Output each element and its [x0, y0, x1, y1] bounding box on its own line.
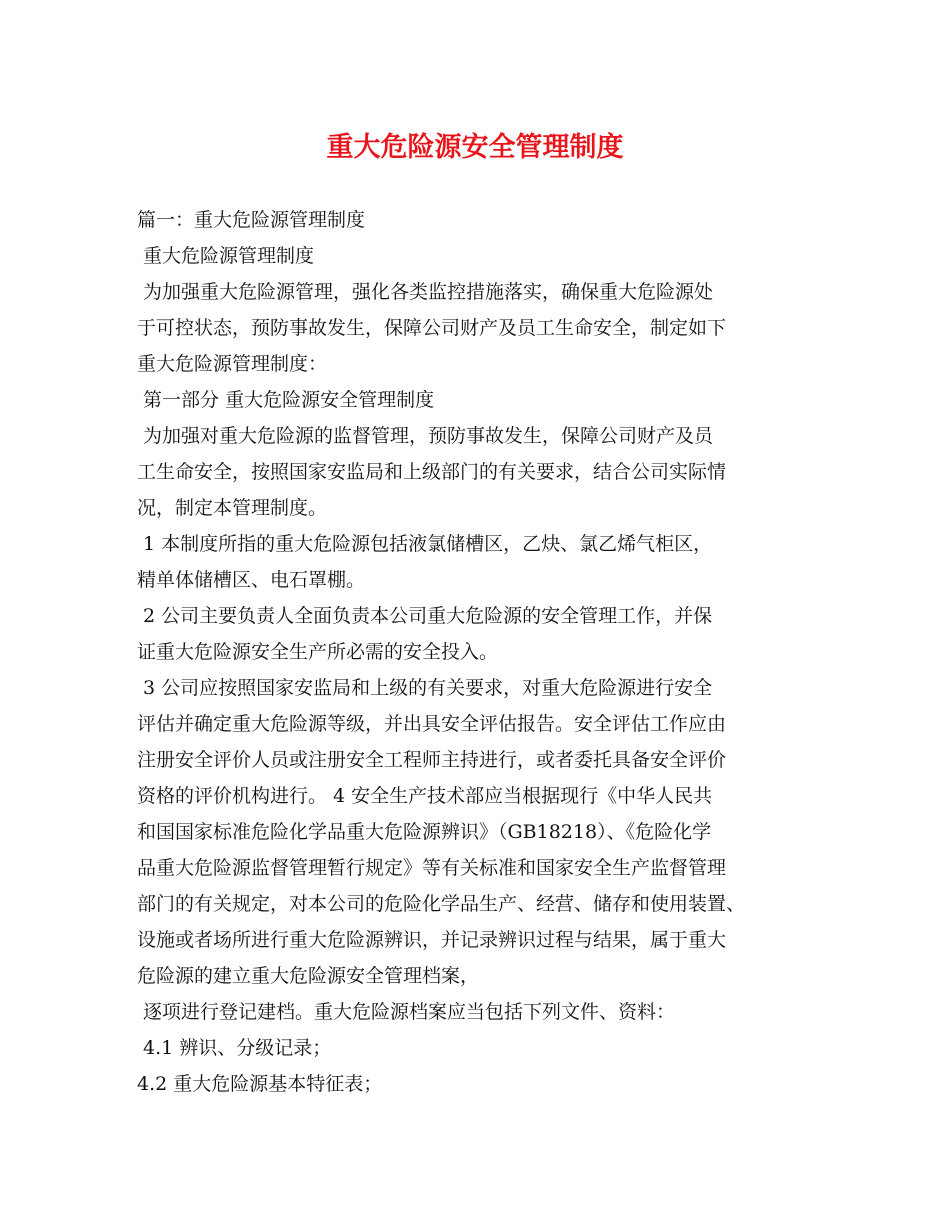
body-line: 3 公司应按照国家安监局和上级的有关要求，对重大危险源进行安全: [137, 677, 713, 699]
body-line: 4.2 重大危险源基本特征表；: [137, 1073, 383, 1095]
body-line: 第一部分 重大危险源安全管理制度: [137, 389, 435, 411]
body-line: 重大危险源管理制度: [137, 245, 315, 267]
body-line: 危险源的建立重大危险源安全管理档案，: [137, 965, 480, 987]
document-title: 重大危险源安全管理制度: [326, 132, 624, 163]
body-line: 况，制定本管理制度。: [137, 497, 328, 519]
body-line: 部门的有关规定，对本公司的危险化学品生产、经营、储存和使用装置、: [137, 893, 746, 915]
body-line: 重大危险源管理制度：: [137, 353, 328, 375]
body-line: 1 本制度所指的重大危险源包括液氯储槽区，乙炔、氯乙烯气柜区，: [137, 533, 713, 555]
document-body: [137, 202, 837, 1102]
body-line: 工生命安全，按照国家安监局和上级部门的有关要求，结合公司实际情: [137, 461, 727, 483]
body-line: 和国国家标准危险化学品重大危险源辨识》（GB18218）、《危险化学: [137, 821, 712, 843]
body-line: 篇一：重大危险源管理制度: [137, 209, 366, 231]
body-line: 证重大危险源安全生产所必需的安全投入。: [137, 641, 499, 663]
body-line: 评估并确定重大危险源等级，并出具安全评估报告。安全评估工作应由: [137, 713, 727, 735]
body-line: 逐项进行登记建档。重大危险源档案应当包括下列文件、资料：: [137, 1001, 676, 1023]
body-line: 4.1 辨识、分级记录；: [137, 1037, 332, 1059]
body-line: 2 公司主要负责人全面负责本公司重大危险源的安全管理工作，并保: [137, 605, 713, 627]
body-line: 资格的评价机构进行。 4 安全生产技术部应当根据现行《中华人民共: [137, 785, 713, 807]
body-line: 精单体储槽区、电石罩棚。: [137, 569, 366, 591]
body-line: 为加强重大危险源管理，强化各类监控措施落实，确保重大危险源处: [137, 281, 714, 303]
body-line: 注册安全评价人员或注册安全工程师主持进行，或者委托具备安全评价: [137, 749, 727, 771]
body-line: 为加强对重大危险源的监督管理，预防事故发生，保障公司财产及员: [137, 425, 714, 447]
body-line: 设施或者场所进行重大危险源辨识，并记录辨识过程与结果，属于重大: [137, 929, 727, 951]
body-line: 于可控状态，预防事故发生，保障公司财产及员工生命安全，制定如下: [137, 317, 727, 339]
body-line: 品重大危险源监督管理暂行规定》等有关标准和国家安全生产监督管理: [137, 857, 727, 879]
